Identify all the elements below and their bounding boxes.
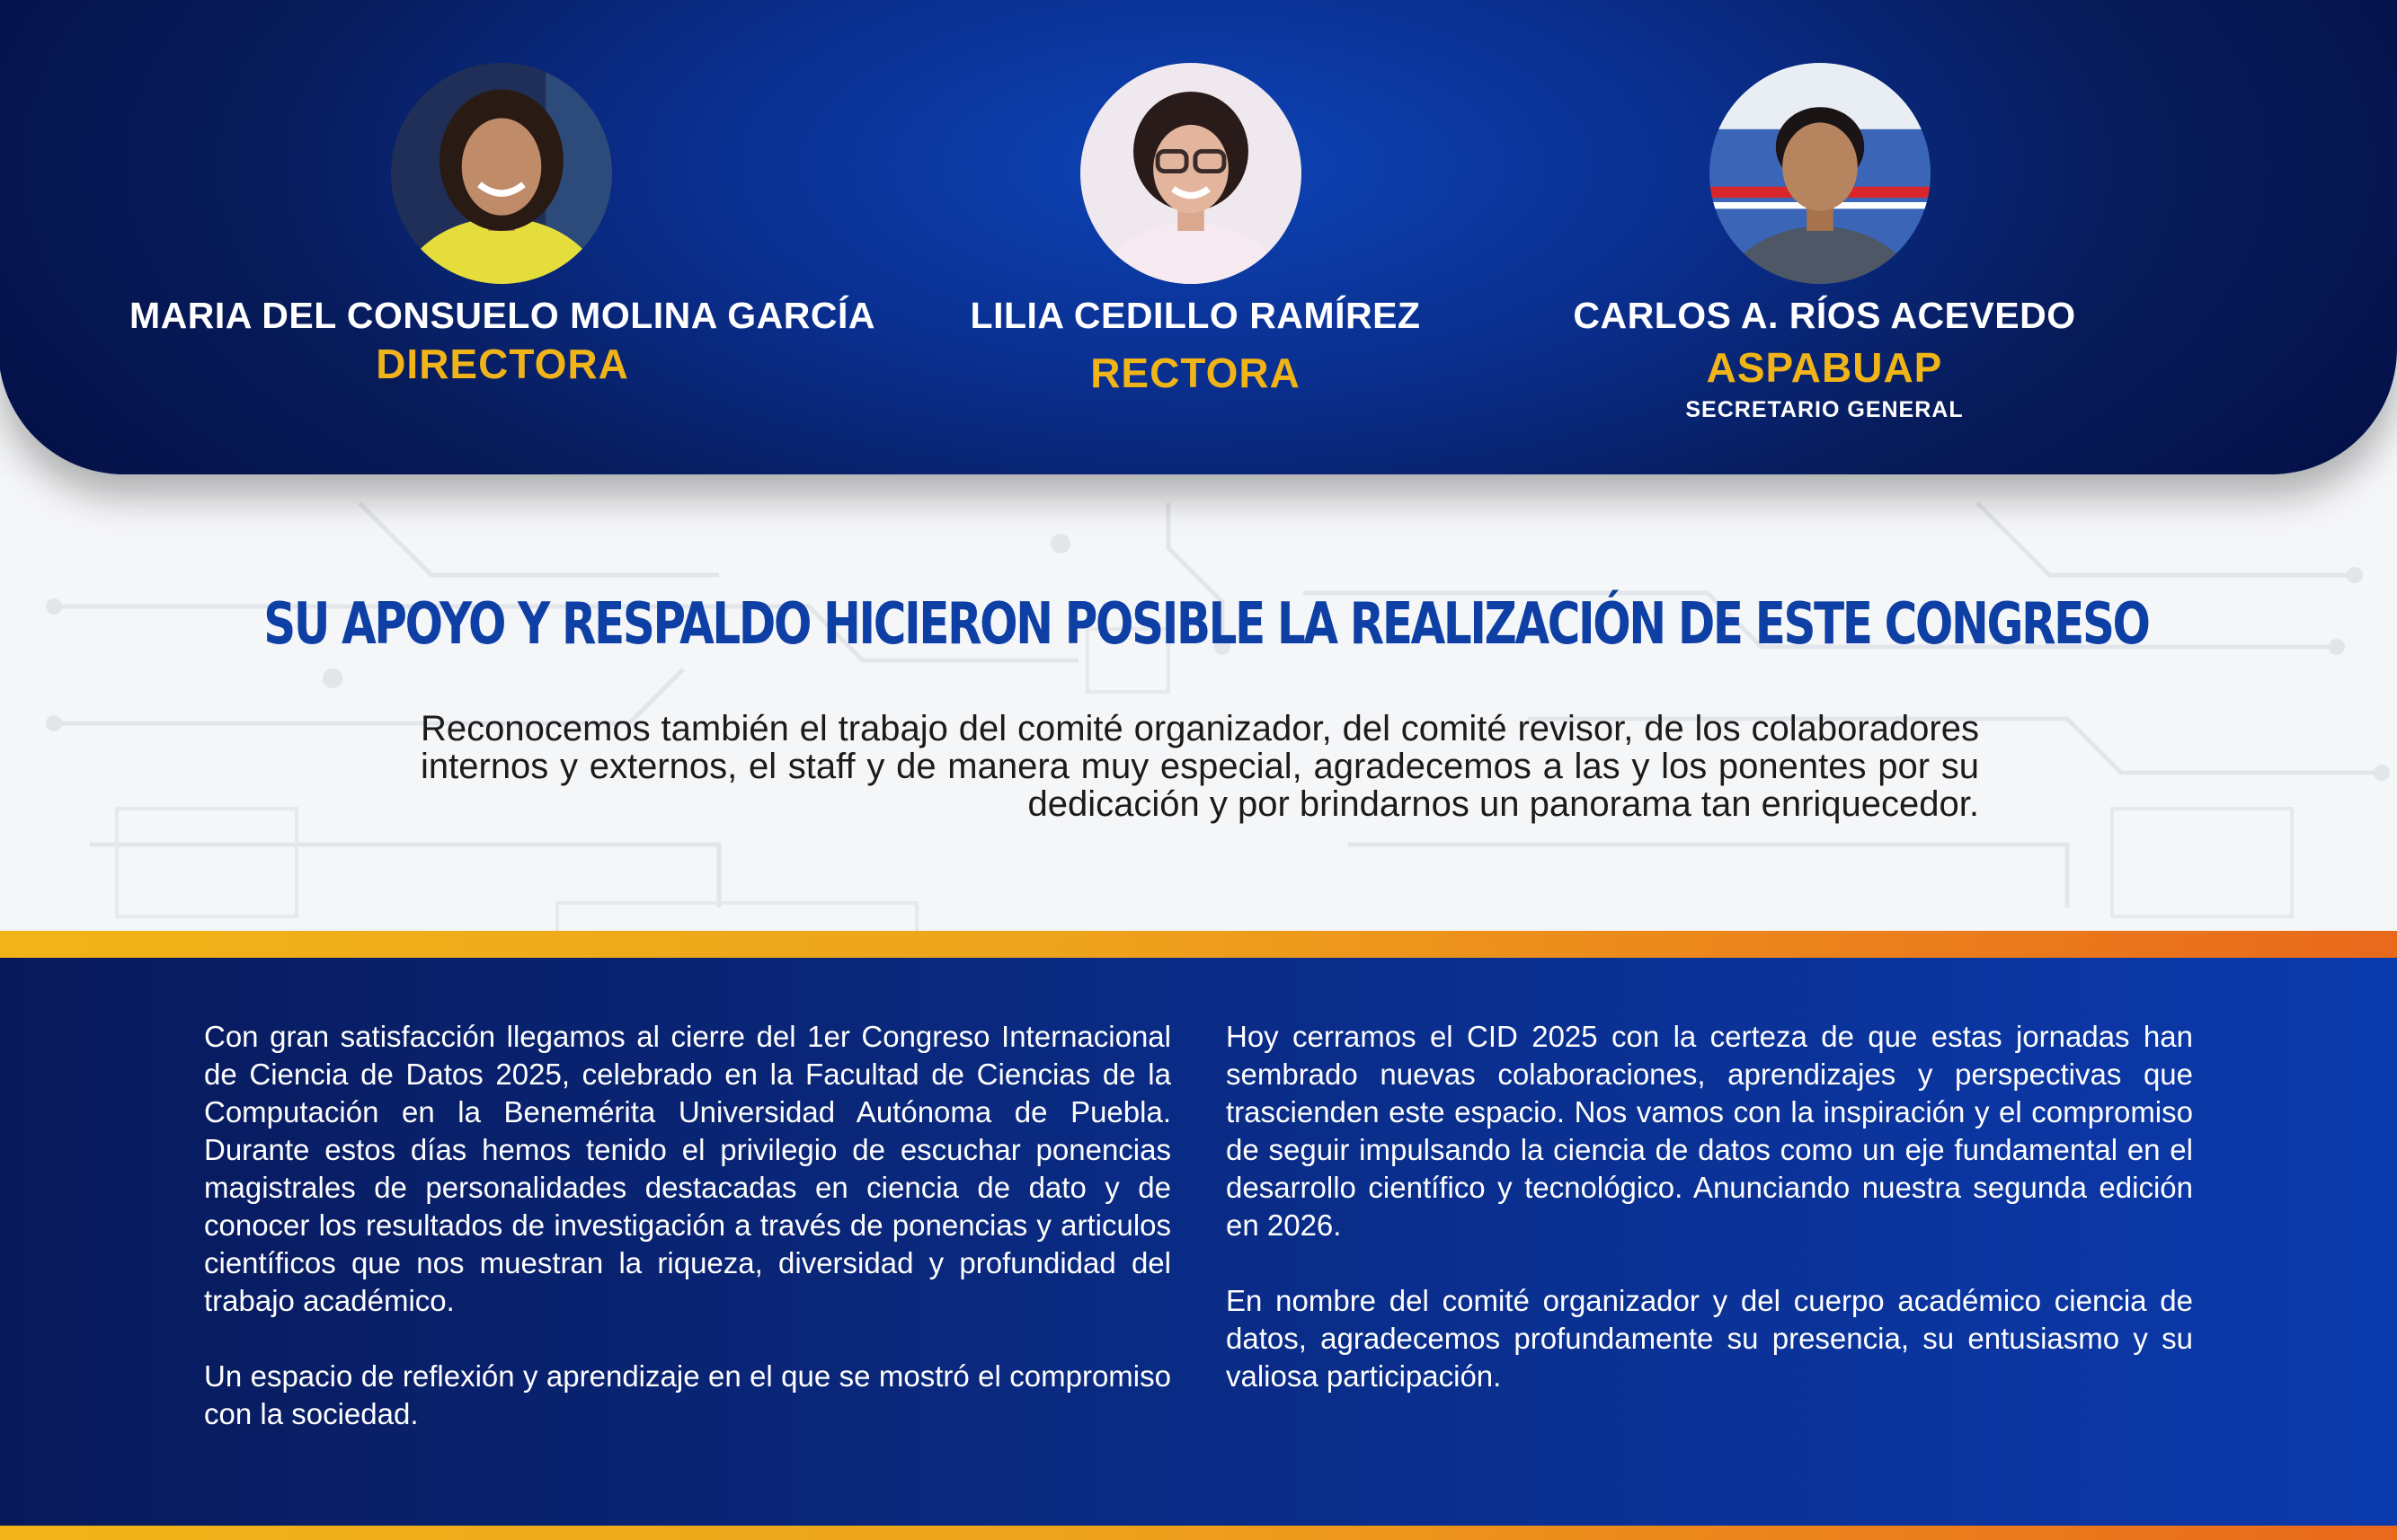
closing-paragraph: En nombre del comité organizador y del cuerpo académico ciencia de datos, agradecemos profundamente su presencia, su entusiasmo y su valiosa participación. [1226,1284,2193,1393]
closing-paragraph: Con gran satisfacción llegamos al cierre del 1er Congreso Internacional de Ciencia de Datos 2025, celebrado en la Facultad de Ciencias de la Computación en la Benemérita Universidad Autónoma de Puebla. Durante estos días hemos tenido el privilegio de escuchar ponencias magistrales de personalidades destacadas en ciencia de dato y de conocer los resultados de investigación a través de ponencias y articulos científicos que nos muestran la riqueza, diversidad y profundidad del trabajo académico. [204,1020,1171,1317]
acknowledgement-section [0,474,2397,931]
official-role-director: DIRECTORA [376,341,629,387]
recognition-paragraph: Reconocemos también el trabajo del comité organizador, del comité revisor, de los colaboradores internos y externos, el staff y de manera muy especial, agradecemos a las y los ponentes por su dedicación y por brindarnos un panorama tan enriquecedor. [421,709,1979,824]
official-role-rectora: RECTORA [1090,350,1301,396]
closing-paragraph: Un espacio de reflexión y aprendizaje en el que se mostró el compromiso con la sociedad. [204,1359,1171,1430]
circuit-background-pattern [0,474,2397,931]
official-name-director: MARIA DEL CONSUELO MOLINA GARCÍA [129,295,875,336]
closing-right-column [1226,1018,2193,1395]
avatar-rectora [1080,63,1301,284]
officials-header-band [0,0,2397,474]
official-name-secretario: CARLOS A. RÍOS ACEVEDO [1573,295,2076,336]
official-subrole-secretario: SECRETARIO GENERAL [1685,397,1964,422]
official-role-aspabuap: ASPABUAP [1706,344,1943,391]
closing-left-column [204,1018,1171,1433]
avatar-director [391,63,612,284]
avatar-secretario [1709,63,1931,284]
congress-support-headline: SU APOYO Y RESPALDO HICIERON POSIBLE LA REALIZACIÓN DE ESTE CONGRESO [263,591,2149,658]
closing-paragraph: Hoy cerramos el CID 2025 con la certeza de que estas jornadas han sembrado nuevas colaboraciones, aprendizajes y perspectivas que trascienden este espacio. Nos vamos con la inspiración y el compromiso de seguir impulsando la ciencia de datos como un eje fundamental en el desarrollo científico y tecnológico. Anunciando nuestra segunda edición en 2026. [1226,1020,2193,1242]
bottom-accent-stripe [0,1526,2397,1540]
official-name-rectora: LILIA CEDILLO RAMÍREZ [970,295,1421,336]
top-accent-stripe [0,931,2397,958]
